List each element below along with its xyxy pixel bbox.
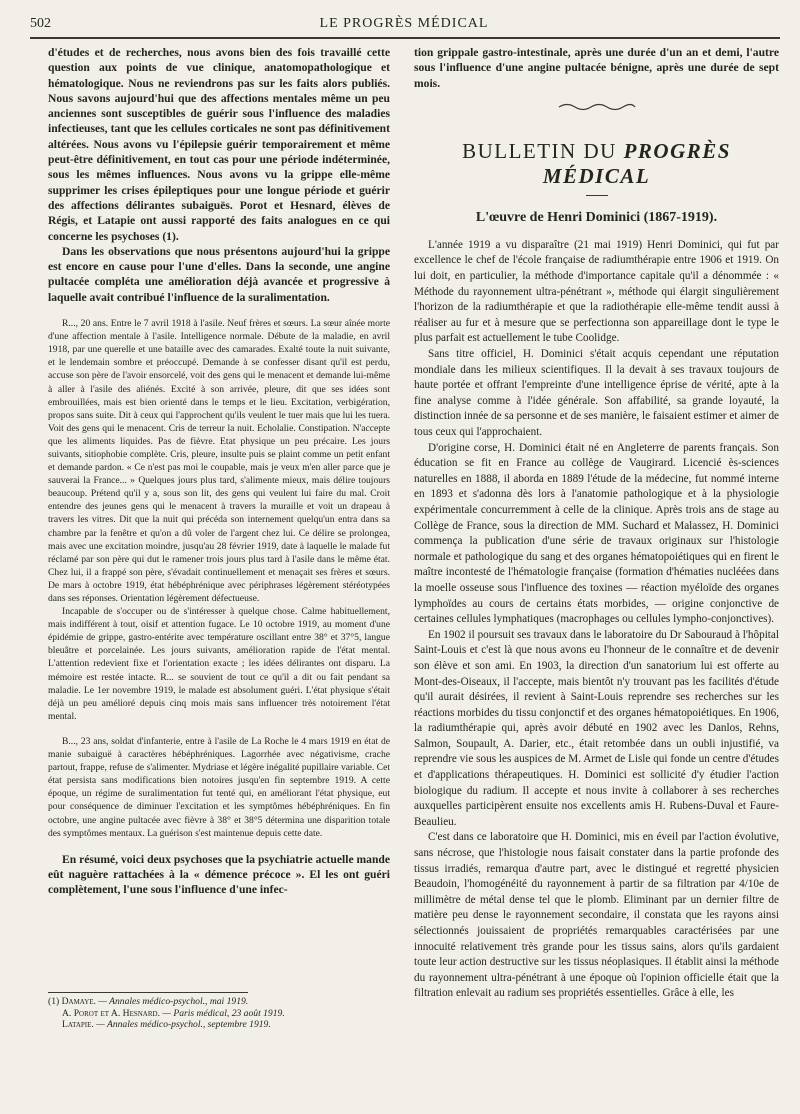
bulletin-title-prefix: BULLETIN DU (462, 138, 617, 163)
article-paragraph: D'origine corse, H. Dominici était né en Angleterre de parents français. Son éducation se fit en France au collège de Vaugirard. Licencié ès-sciences naturelles en 1888, il aborda en 1889 l'étude de la médecine, fut nommé interne en 1893 et s'adonna dès lors à l'anatomie pathologique et à la physiologie expérimentale concurremment à celle de la clinique. Après trois ans de stage au Collège de France, sous la direction de MM. Suchard et Malassez, H. Dominici commença la publication d'une série de travaux originaux sur l'histologie normale et pathologique du sang et des organes hématopoiétiques qui en firent le maître incontesté de l'hématologie française (formation d'hématies nucléées dans la moelle osseuse sous l'influence des toxines — réaction myéloïde des organes lymphoïdes au cours de certains états morbides, — origine conjonctive de certaines cellules lymphatiques (macrophages ou cellules lympho-conjonctives). (414, 441, 779, 626)
summary-paragraph: En résumé, voici deux psychoses que la psychiatrie actuelle mande eût naguère rattachées à la « démence précoce ». El les ont guéri complètement, l'une sous l'influence d'une infec- (48, 852, 390, 897)
footnote-reference: — Annales médico-psychol., septembre 1919. (96, 1019, 271, 1030)
article-title: L'œuvre de Henri Dominici (1867-1919). (475, 209, 718, 225)
intro-paragraph: d'études et de recherches, nous avons bien des fois travaillé cette question aux points de vue clinique, anatomopathologique et hématologique. Nous ne reviendrons pas sur les faits alors publiés. Nous savons aujourd'hui que des affections mentales même un peu anciennes sont susceptibles de guérir sous l'influence des maladies infectieuses, tant que les cellules corticales ne sont pas définitivement altérées. Nous avons vu l'épilepsie guérir temporairement et même peut-être définitivement, en tout cas pour une période indéterminée, sous les mêmes influences. Nous avons vu la grippe elle-même supprimer les crises épileptiques pour une longue période et guérir des affections délirantes subaiguës. Porot et Hesnard, élèves de Régis, et Latapie ont aussi rapporté des faits analogues en ce qui concerne les psychoses (1). (48, 46, 390, 243)
footnote-author: A. Porot et A. Hesnard. (62, 1007, 160, 1019)
title-rule (586, 195, 608, 196)
page-number: 502 (30, 16, 51, 31)
case-r-paragraph: R..., 20 ans. Entre le 7 avril 1918 à l'asile. Neuf frères et sœurs. La sœur aînée morte d'une affection mentale à l'asile. Intelligence normale. Débute de la maladie, en avril 1918, par une querelle et une bataille avec des camarades. Exalté toute la nuit suivante, et le lendemain sombre et préoccupé. Demande à se confesser disant qu'il est perdu, accuse son père de l'avoir ensorcelé, voit des gens qui le menacent et demande lui-même à aller à l'asile des aliénés. Excité à son arrivée, pleure, dit que ses idées sont embrouillées, mais est bien orienté dans le temps et le lieu. Excitation, verbigération, propos sans suite. Dit à ceux qui l'approchent qu'ils veulent le tuer mais que lui les tuera. Voit des gens qui le menacent. Cris de terreur la nuit. Echolalie. Constipation. N'accepte que les aliments liquides. Pas de fièvre. Etat physique un peu précaire. Les jours suivants, sitiophobie complète. Cris, pleure, insulte puis se plaint comme un petit enfant et demande pardon. « Ce n'est pas moi le coupable, mais je veux m'en aller parce que je sauverai la France... » Quelques jours plus tard, s'alimente mieux, mais délire toujours beaucoup. Prétend qu'il y a, sous son lit, des gens qui veulent lui faire du mal. Croit entendre des jeunes gens qui le menacent à travers la muraille et voit un drapeau à travers les vitres. Dit que la nuit qui précéda son internement quelqu'un entra dans sa chambre par la fenêtre et qu'on a dû voler de l'argent chez lui. Ce délire se prolongea, mais avec une excitation moindre, jusqu'au 28 février 1919, date à laquelle le malade fut réclamé par son père qui dut le ramener trois jours plus tard à l'asile dans le même état. Chez lui, il a frappé son père, s'évadait continuellement et menaçait ses frères et sœurs. De mars à octobre 1919, état hébéphrénique avec périphrases légèrement stéréotypées dans ses réponses. Orientation légèrement défectueuse. (48, 318, 390, 605)
footnote (48, 1008, 390, 1020)
article-paragraph: L'année 1919 a vu disparaître (21 mai 1919) Henri Dominici, qui fut par excellence le chef de l'école française de radiumthérapie entre 1906 et 1919. On lui doit, en particulier, la méthode d'importance capitale qu'il a dénommée : « Méthode du rayonnement ultra-pénétrant », méthode qui élargit singulièrement l'horizon de la radiumthérapie et que la radiothérapie elle-même tendit aussi à réaliser au fur et à mesure que se perfectionna son appareillage dont le type le plus parfait est actuellement le tube Coolidge. (414, 238, 779, 345)
case-b-paragraph: B..., 23 ans, soldat d'infanterie, entre à l'asile de La Roche le 4 mars 1919 en état de manie subaiguë à caractères hébéphréniques. Lagorrhée avec négativisme, crache partout, frappe, refuse de s'alimenter. Mydriase et légère inégalité pupillaire variable. Cet état persista sans modifications bien notoires jusqu'en fin septembre 1919. A cette époque, un régime de suralimentation fut tenté qui, en améliorant l'état physique, eut pour conséquence de diminuer l'excitation et les symptômes hébéphréniques. En fin octobre, une angine pultacée avec fièvre à 38° et 38°5 détermina une disparition totale des symptômes mentaux. La guérison s'est maintenue depuis cette date. (48, 735, 390, 839)
journal-title: LE PROGRÈS MÉDICAL (319, 16, 489, 31)
intro-paragraph: Dans les observations que nous présentons aujourd'hui la grippe est encore en cause pour l'une d'elles. Dans la seconde, une angine pultacée compléta une amélioration déjà avancée et progressive à laquelle avait contribué l'influence de la suralimentation. (48, 244, 390, 304)
case-r-paragraph: Incapable de s'occuper ou de s'intéresser à quelque chose. Calme habituellement, mais indifférent à tout, oisif et attention fugace. Le 10 octobre 1919, au moment d'une épidémie de grippe, gastro-entérite avec température oscillant entre 38° et 37°5, langue bleuâtre et porcelainée. Les jours suivants, amélioration rapide de l'état mental. L'attention redevient fixe et l'orientation exacte ; les idées délirantes ont disparu. La mémoire est restée intacte. R... se souvient de tout ce qu'il a dit ou fait pendant sa maladie. Le 1er novembre 1919, le malade est absolument guéri. L'état physique s'était déjà un peu amélioré depuis cinq mois mais sans influencer très notoirement l'état mental. (48, 606, 390, 722)
article-paragraph: Sans titre officiel, H. Dominici s'était acquis cependant une réputation mondiale dans les milieux scientifiques. Il la devait à ses travaux toujours de haute portée et offrant l'empreinte d'une intelligence éprise de vérité, apte à la fine analyse comme à l'idée générale. Son affabilité, sa grande loyauté, la distinction innée de sa personne et de ses manière, le faisaient estimer et aimer de tous ceux qui l'approchaient. (414, 348, 780, 439)
article-paragraph: C'est dans ce laboratoire que H. Dominici, mis en éveil par l'action évolutive, sans nécrose, que l'histologie nous faisait constater dans la partie profonde des tissus irradiés, remarqua d'autre part, avec le distingué et regretté physicien Beaudoin, l'homogénéité du rayonnement à partir de sa filtration par 4/10e de millimètre de métal dense tel que le plomb. Eliminant par un dernier filtre de matière peu dense le rayonnement secondaire, il constata que les rayons ainsi sélectionnés jouissaient de propriétés remarquables caractérisées par une innocuité relativement très grande pour les tissus sains, alors qu'ils gardaient toute leur action destructive sur les tissus néoplasiques. Il établit ainsi la méthode du rayonnement ultra-pénétrant à une époque où l'opinion officielle était que la filtration enlevait au radium ses propriétés essentielles. Grâce à elle, les (414, 831, 779, 1000)
footnote (48, 1019, 390, 1031)
footnote-reference: — Paris médical, 23 août 1919. (162, 1007, 285, 1019)
bulletin-title-emphasis: PROGRÈS MÉDICAL (542, 138, 731, 188)
footnote: (1) Damaye. — Annales médico-psychol., mai 1919. (48, 996, 249, 1007)
footnote-author: Latapie. (62, 1019, 94, 1030)
article-paragraph: En 1902 il poursuit ses travaux dans le laboratoire du Dr Sabouraud à l'hôpital Saint-Louis et c'est là que nous avons eu l'honneur de le connaître et de devenir son élève et son ami. En 1903, la direction d'un sanatorium lui est offerte au Mont-des-Oiseaux, il l'accepte, mais bientôt n'y trouvant pas les facilités d'étude qu'il aurait désirées, il revient à Saint-Louis reprendre ses recherches sur les réactions morbides du tissu conjonctif et des organes hématopoiétiques. En 1906, la radiumthérapie qui, après avoir débuté en 1902 avec les Danlos, Rehns, Salmon, Soupault, A. Darier, etc., était retombée dans un oubli injustifié, va reprendre vie sous les auspices de M. Armet de Lisle qui fonde un centre d'études et d'applications thérapeutiques. H. Dominici est sollicité d'y étudier l'action biologique du radium. Il accepte et nous invite à collaborer à ses recherches auxquelles participèrent ensuite nos excellents amis H. Rubens-Duval et Faure-Beaulieu. (414, 628, 779, 828)
bulletin-title (414, 139, 779, 189)
page-header (30, 14, 778, 36)
footnotes (48, 996, 390, 1031)
footnote-reference: — Annales médico-psychol., mai 1919. (98, 996, 249, 1007)
header-rule (30, 37, 780, 39)
footnote-author: Damaye. (61, 996, 96, 1007)
right-column (414, 45, 779, 1002)
left-column (48, 45, 390, 898)
continuation-paragraph: tion grippale gastro-intestinale, après une durée d'un an et demi, l'autre sous l'influence d'une angine pultacée bénigne, après une durée de sept mois. (414, 46, 779, 90)
footnote-rule (48, 992, 248, 993)
ornament-divider-icon (557, 101, 637, 113)
